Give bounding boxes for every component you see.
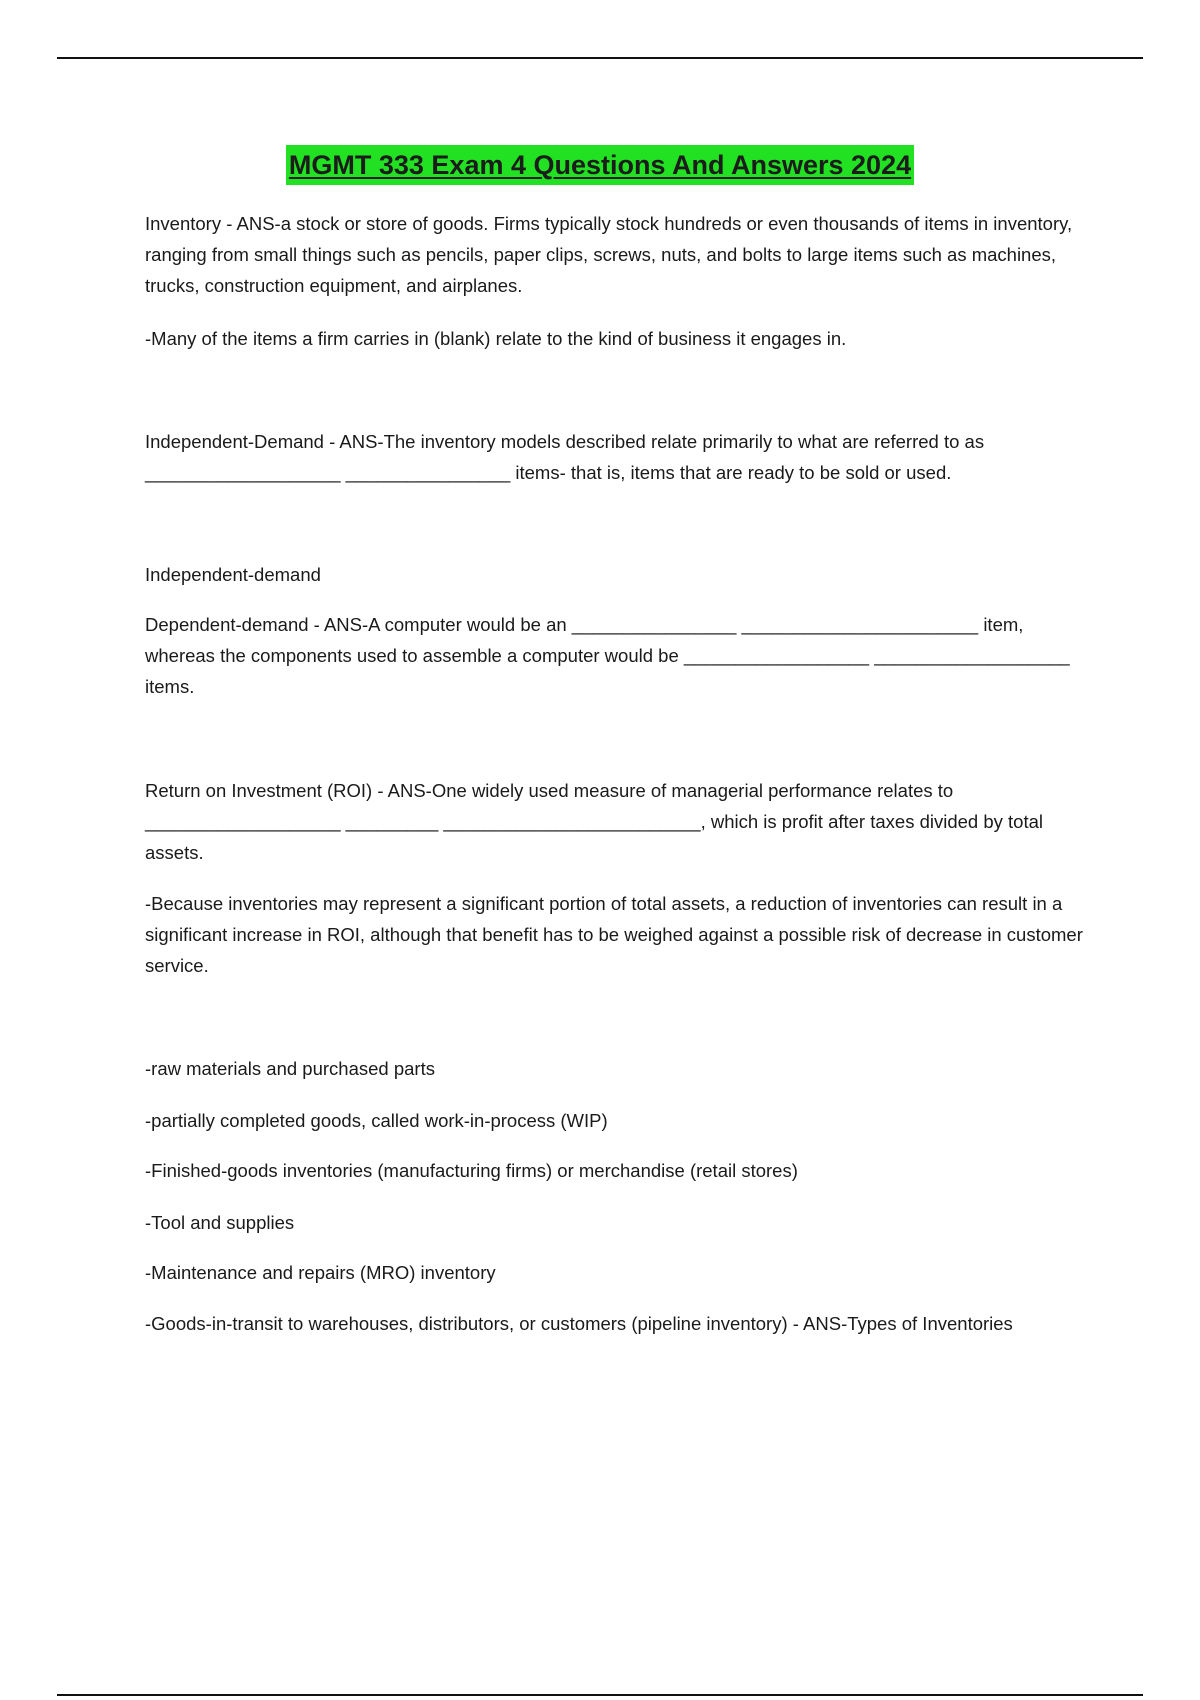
header-rule <box>57 57 1143 59</box>
paragraph-independent-demand-answer: Independent-demand <box>145 564 321 585</box>
footer-rule <box>57 1694 1143 1696</box>
list-item-tools: -Tool and supplies <box>145 1212 295 1233</box>
list-item-finished-goods: -Finished-goods inventories (manufacturing firms) or merchandise (retail stores) <box>145 1160 798 1181</box>
title-container <box>0 145 1200 185</box>
paragraph-roi-note: -Because inventories may represent a significant portion of total assets, a reduction of inventories can result in a significant increase in ROI, although that benefit has to be weighed against a possible risk of decrease in customer service. <box>145 893 1083 976</box>
list-item-mro: -Maintenance and repairs (MRO) inventory <box>145 1262 496 1283</box>
paragraph-inventory-note: -Many of the items a firm carries in (blank) relate to the kind of business it engages in. <box>145 328 847 349</box>
list-item-wip: -partially completed goods, called work-in-process (WIP) <box>145 1110 608 1131</box>
document-title: MGMT 333 Exam 4 Questions And Answers 2024 <box>286 145 914 185</box>
paragraph-dependent-demand: Dependent-demand - ANS-A computer would be an ________________ _______________________ item, whereas the components used to assemble a computer would be __________________ ___________________ items. <box>145 614 1070 697</box>
paragraph-inventory: Inventory - ANS-a stock or store of goods. Firms typically stock hundreds or even thousands of items in inventory, ranging from small things such as pencils, paper clips, screws, nuts, and bolts to large items such as machines, trucks, construction equipment, and airplanes. <box>145 213 1073 296</box>
paragraph-independent-demand: Independent-Demand - ANS-The inventory models described relate primarily to what are referred to as ___________________ ________________ items- that is, items that are ready to be sold or used. <box>145 431 985 483</box>
list-item-goods-in-transit: -Goods-in-transit to warehouses, distributors, or customers (pipeline inventory) - ANS-Types of Inventories <box>145 1313 1013 1334</box>
list-item-raw-materials: -raw materials and purchased parts <box>145 1058 435 1079</box>
paragraph-roi: Return on Investment (ROI) - ANS-One widely used measure of managerial performance relates to ___________________ _________ _________________________, which is profit after taxes divided by total assets. <box>145 780 1043 863</box>
